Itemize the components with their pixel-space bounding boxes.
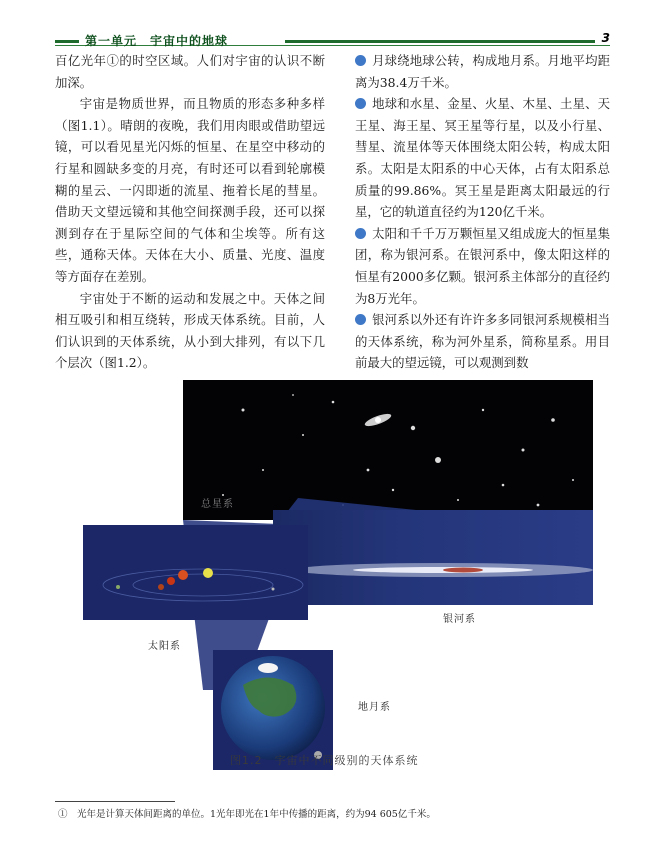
paragraph: 宇宙是物质世界，而且物质的形态多种多样（图1.1）。晴朗的夜晚，我们用肉眼或借助望远镜，可以看见星光闪烁的恒星、在星空中移动的行星和圆缺多变的月亮，有时还可以看到轮廓模糊的星云、一闪即逝的流星、拖着长尾的彗星。借助天文望远镜和其他空间探测手段，还可以探测到存在于星际空间的气体和尘埃等。所有这些，通称天体。天体在大小、质量、光度、温度等方面存在差别。	[55, 96, 325, 284]
bullet-icon	[355, 228, 366, 239]
milky-way-image	[273, 510, 593, 605]
label-solar-system: 太阳系	[148, 641, 181, 652]
bullet-paragraph	[355, 50, 610, 93]
paragraph: 百亿光年①的时空区域。人们对宇宙的认识不断加深。	[55, 53, 325, 90]
paragraph-text: 太阳和千千万万颗恒星又组成庞大的恒星集团，称为银河系。在银河系中，像太阳这样的恒星有2000多亿颗。银河系主体部分的直径约为8万光年。	[355, 225, 610, 306]
label-galaxy: 银河系	[443, 614, 476, 625]
bullet-paragraph	[355, 309, 610, 374]
bullet-icon	[355, 314, 366, 325]
figure-caption: 图1.2 宇宙中不同级别的天体系统	[230, 754, 419, 767]
label-earth-moon-system: 地月系	[358, 702, 391, 713]
bullet-paragraph	[355, 223, 610, 309]
chapter-title: 第一单元 宇宙中的地球	[85, 34, 229, 48]
footnote: ① 光年是计算天体间距离的单位。1光年即光在1年中传播的距离，约为94 605亿千米。	[58, 809, 436, 820]
header-rule-right	[285, 40, 595, 43]
right-column	[355, 50, 610, 374]
bullet-paragraph	[355, 93, 610, 223]
paragraph-text: 月球绕地球公转，构成地月系。月地平均距离为38.4万千米。	[355, 53, 610, 90]
bullet-icon	[355, 98, 366, 109]
label-universe: 总星系	[201, 499, 234, 510]
page-header	[55, 31, 610, 48]
galaxy-panel	[273, 510, 593, 605]
paragraph-text: 地球和水星、金星、火星、木星、土星、天王星、海王星、冥王星等行星，以及小行星、彗星、流星体等天体围绕太阳公转，构成太阳系。太阳是太阳系的中心天体，占有太阳系总质量的99.86%。冥王星是距离太阳最远的行星，它的轨道直径约为120亿千米。	[355, 96, 610, 220]
solar-system-panel	[83, 525, 308, 620]
page-number: 3	[601, 31, 610, 45]
solar-system-image	[83, 525, 308, 620]
footnote-divider	[55, 801, 175, 802]
paragraph-text: 银河系以外还有许许多多同银河系规模相当的天体系统，称为河外星系，简称星系。用目前最大的望远镜，可以观测到数	[355, 312, 610, 371]
bullet-icon	[355, 55, 366, 66]
left-column	[55, 50, 325, 374]
figure-celestial-systems	[83, 380, 583, 770]
paragraph: 宇宙处于不断的运动和发展之中。天体之间相互吸引和相互绕转，形成天体系统。目前，人们认识到的天体系统，从小到大排列，有以下几个层次（图1.2）。	[55, 290, 325, 371]
header-rule-left	[55, 40, 79, 43]
